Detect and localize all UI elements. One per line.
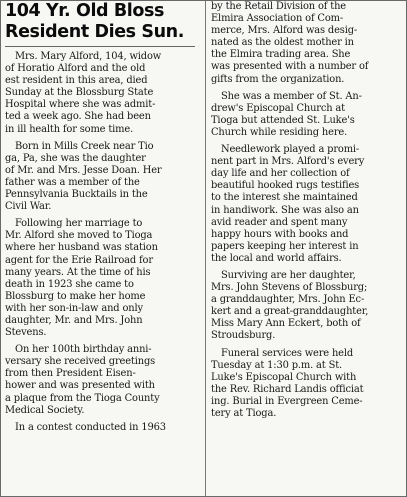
article-paragraph [5, 141, 201, 214]
text-line: Miss Mary Ann Eckert, both of [211, 318, 361, 330]
text-line: Medical Society. [5, 404, 85, 416]
text-line: tery at Tioga. [211, 408, 277, 419]
article-paragraph [5, 344, 201, 417]
text-line: in ill health for some time. [5, 123, 134, 135]
text-line: to the interest she maintained [211, 192, 358, 204]
article-paragraph [5, 422, 201, 434]
right-body-text [211, 1, 404, 420]
text-line: Hospital where she was admit- [5, 99, 156, 111]
text-line: Blossburg to make her home [5, 290, 146, 302]
text-line: nated as the oldest mother in [211, 37, 354, 49]
text-line: Following her marriage to [15, 218, 143, 230]
headline-line: Resident Dies Sun. [5, 22, 184, 42]
text-line: a plaque from the Tioga County [5, 392, 160, 404]
article-paragraph [5, 218, 201, 339]
text-line: kert and a great-granddaughter, [211, 306, 369, 318]
text-line: versary she received greetings [5, 356, 156, 368]
text-line: of Horatio Alford and the old [5, 63, 146, 75]
headline-line: 104 Yr. Old Bloss [5, 1, 165, 21]
text-line: was presented with a number of [211, 61, 369, 73]
text-line: Born in Mills Creek near Tio [15, 140, 154, 152]
text-line: agent for the Erie Railroad for [5, 254, 153, 266]
text-line: nent part in Mrs. Alford's every [211, 156, 365, 168]
text-line: beautiful hooked rugs testifies [211, 180, 360, 192]
text-line: of Mr. and Mrs. Jesse Doan. Her [5, 164, 162, 176]
text-line: a granddaughter, Mrs. John Ec- [211, 294, 365, 306]
text-line: father was a member of the [5, 176, 140, 188]
text-line: papers keeping her interest in [211, 240, 359, 252]
text-line: Mr. Alford she moved to Tioga [5, 230, 153, 242]
headline-rule [5, 46, 195, 47]
text-line: Tuesday at 1:30 p.m. at St. [211, 359, 343, 371]
text-line: Pennsylvania Bucktails in the [5, 189, 148, 201]
text-line: in handiwork. She was also an [211, 204, 359, 216]
text-line: Surviving are her daughter, [221, 269, 356, 281]
text-line: gifts from the organization. [211, 73, 345, 85]
text-line: with her son-in-law and only [5, 302, 143, 314]
text-line: est resident in this area, died [5, 75, 148, 87]
text-line: the Elmira trading area. She [211, 49, 351, 61]
text-line: by the Retail Division of the [211, 1, 346, 12]
text-line: Stroudsburg. [211, 330, 276, 342]
article-paragraph [211, 144, 404, 265]
text-line: merce, Mrs. Alford was desig- [211, 25, 358, 37]
text-line: ga, Pa, she was the daughter [5, 152, 146, 164]
left-body-text [5, 51, 201, 434]
text-line: the local and world affairs. [211, 252, 342, 264]
text-line: hower and was presented with [5, 380, 155, 392]
text-line: where her husband was station [5, 242, 158, 254]
left-column [5, 1, 201, 496]
text-line: from then President Eisen- [5, 368, 136, 380]
text-line: many years. At the time of his [5, 266, 151, 278]
text-line: daughter, Mr. and Mrs. John [5, 314, 143, 326]
text-line: Tioga but attended St. Luke's [211, 114, 355, 126]
text-line: the Rev. Richard Landis officiat [211, 383, 364, 395]
text-line: drew's Episcopal Church at [211, 102, 345, 114]
text-line: ted a week ago. She had been [5, 111, 151, 123]
text-line: Sunday at the Blossburg State [5, 87, 154, 99]
article-paragraph [211, 270, 404, 343]
text-line: Stevens. [5, 327, 47, 339]
article-paragraph [211, 348, 404, 421]
headline [5, 1, 201, 43]
text-line: day life and her collection of [211, 168, 350, 180]
text-line: happy hours with books and [211, 228, 349, 240]
text-line: In a contest conducted in 1963 [15, 421, 166, 433]
text-line: Funeral services were held [221, 347, 354, 359]
text-line: Luke's Episcopal Church with [211, 371, 357, 383]
text-line: death in 1923 she came to [5, 278, 134, 290]
text-line: Needlework played a promi- [221, 144, 360, 156]
text-line: On her 100th birthday anni- [15, 344, 152, 356]
column-divider [205, 1, 206, 496]
article-paragraph [211, 91, 404, 139]
text-line: Elmira Association of Com- [211, 13, 344, 25]
text-line: Mrs. John Stevens of Blossburg; [211, 282, 368, 294]
text-line: avid reader and spent many [211, 216, 348, 228]
article-paragraph [211, 1, 404, 86]
text-line: Church while residing here. [211, 126, 348, 138]
text-line: Mrs. Mary Alford, 104, widow [15, 51, 162, 62]
text-line: Civil War. [5, 201, 52, 213]
text-line: ing. Burial in Evergreen Ceme- [211, 395, 363, 407]
text-line: She was a member of St. An- [221, 90, 362, 102]
right-column [211, 1, 404, 496]
article-paragraph [5, 51, 201, 136]
